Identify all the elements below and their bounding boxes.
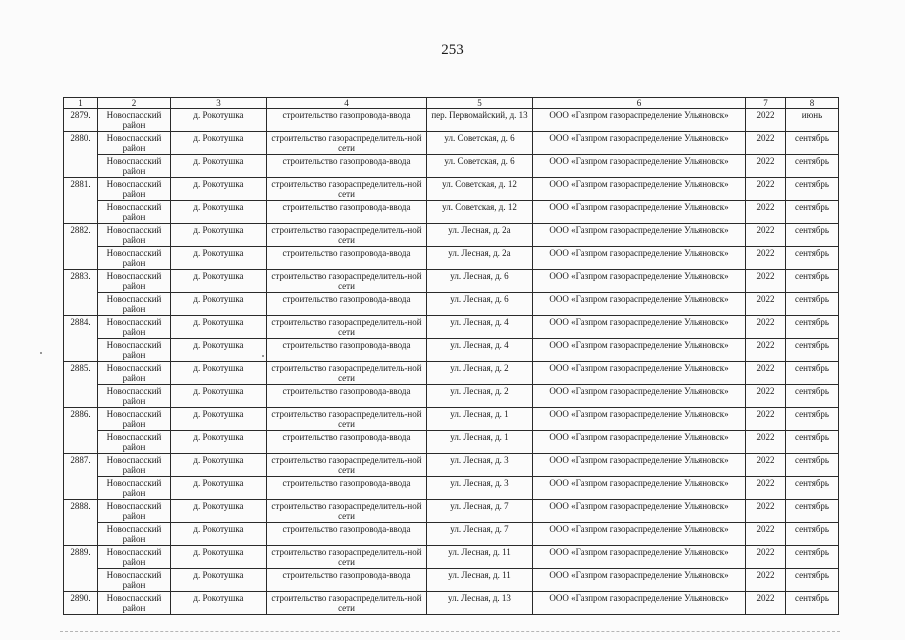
cell-year: 2022 [746, 247, 786, 270]
cell-organization: ООО «Газпром газораспределение Ульяновск» [533, 431, 746, 454]
cell-address: ул. Лесная, д. 13 [427, 592, 533, 615]
cell-year: 2022 [746, 500, 786, 523]
cell-district: Новоспасский район [98, 362, 171, 385]
cell-address: ул. Лесная, д. 2а [427, 247, 533, 270]
cell-year: 2022 [746, 454, 786, 477]
cell-locality: д. Рокотушка [171, 592, 267, 615]
scan-speck [262, 355, 264, 357]
cell-year: 2022 [746, 385, 786, 408]
cell-work-type: строительство газопровода-ввода [267, 385, 427, 408]
cell-item-number: 2883. [64, 270, 98, 316]
column-header: 6 [533, 98, 746, 109]
cell-district: Новоспасский район [98, 293, 171, 316]
cell-item-number: 2886. [64, 408, 98, 454]
page-bottom-rule [60, 631, 840, 632]
cell-district: Новоспасский район [98, 201, 171, 224]
cell-year: 2022 [746, 224, 786, 247]
table-row [64, 592, 839, 615]
cell-work-type: строительство газораспределитель-ной сети [267, 362, 427, 385]
cell-work-type: строительство газораспределитель-ной сети [267, 408, 427, 431]
cell-address: ул. Лесная, д. 2 [427, 362, 533, 385]
cell-item-number: 2887. [64, 454, 98, 500]
cell-month: сентябрь [786, 293, 839, 316]
cell-district: Новоспасский район [98, 385, 171, 408]
table-row [64, 477, 839, 500]
cell-locality: д. Рокотушка [171, 339, 267, 362]
cell-month: сентябрь [786, 316, 839, 339]
cell-work-type: строительство газораспределитель-ной сети [267, 224, 427, 247]
cell-year: 2022 [746, 270, 786, 293]
column-header: 3 [171, 98, 267, 109]
cell-organization: ООО «Газпром газораспределение Ульяновск» [533, 546, 746, 569]
cell-district: Новоспасский район [98, 546, 171, 569]
table-header-row [64, 98, 839, 109]
cell-locality: д. Рокотушка [171, 270, 267, 293]
table-row [64, 500, 839, 523]
cell-district: Новоспасский район [98, 224, 171, 247]
cell-organization: ООО «Газпром газораспределение Ульяновск» [533, 178, 746, 201]
cell-work-type: строительство газопровода-ввода [267, 569, 427, 592]
cell-year: 2022 [746, 132, 786, 155]
cell-address: ул. Лесная, д. 6 [427, 270, 533, 293]
column-header: 1 [64, 98, 98, 109]
cell-year: 2022 [746, 339, 786, 362]
cell-year: 2022 [746, 109, 786, 132]
table-row [64, 339, 839, 362]
cell-month: сентябрь [786, 155, 839, 178]
cell-organization: ООО «Газпром газораспределение Ульяновск» [533, 132, 746, 155]
cell-item-number: 2888. [64, 500, 98, 546]
cell-year: 2022 [746, 569, 786, 592]
cell-locality: д. Рокотушка [171, 385, 267, 408]
cell-locality: д. Рокотушка [171, 132, 267, 155]
cell-district: Новоспасский район [98, 408, 171, 431]
cell-address: ул. Советская, д. 12 [427, 178, 533, 201]
cell-month: сентябрь [786, 431, 839, 454]
cell-address: ул. Лесная, д. 4 [427, 339, 533, 362]
cell-organization: ООО «Газпром газораспределение Ульяновск» [533, 270, 746, 293]
cell-work-type: строительство газораспределитель-ной сети [267, 270, 427, 293]
cell-address: ул. Лесная, д. 2а [427, 224, 533, 247]
table-row [64, 270, 839, 293]
cell-organization: ООО «Газпром газораспределение Ульяновск» [533, 316, 746, 339]
cell-district: Новоспасский район [98, 132, 171, 155]
cell-year: 2022 [746, 546, 786, 569]
cell-month: сентябрь [786, 546, 839, 569]
table-body [64, 109, 839, 615]
cell-organization: ООО «Газпром газораспределение Ульяновск» [533, 477, 746, 500]
table-row [64, 155, 839, 178]
cell-organization: ООО «Газпром газораспределение Ульяновск» [533, 592, 746, 615]
cell-work-type: строительство газопровода-ввода [267, 293, 427, 316]
cell-month: сентябрь [786, 477, 839, 500]
cell-year: 2022 [746, 592, 786, 615]
cell-organization: ООО «Газпром газораспределение Ульяновск» [533, 247, 746, 270]
cell-locality: д. Рокотушка [171, 408, 267, 431]
table-row [64, 224, 839, 247]
cell-organization: ООО «Газпром газораспределение Ульяновск» [533, 408, 746, 431]
column-header: 2 [98, 98, 171, 109]
cell-district: Новоспасский район [98, 477, 171, 500]
cell-address: ул. Лесная, д. 3 [427, 477, 533, 500]
cell-item-number: 2879. [64, 109, 98, 132]
cell-address: ул. Советская, д. 6 [427, 155, 533, 178]
cell-locality: д. Рокотушка [171, 293, 267, 316]
cell-year: 2022 [746, 477, 786, 500]
table-row [64, 454, 839, 477]
cell-month: сентябрь [786, 385, 839, 408]
cell-address: ул. Лесная, д. 11 [427, 546, 533, 569]
cell-organization: ООО «Газпром газораспределение Ульяновск» [533, 362, 746, 385]
cell-work-type: строительство газораспределитель-ной сети [267, 132, 427, 155]
cell-organization: ООО «Газпром газораспределение Ульяновск» [533, 454, 746, 477]
cell-locality: д. Рокотушка [171, 523, 267, 546]
cell-locality: д. Рокотушка [171, 316, 267, 339]
cell-address: ул. Лесная, д. 7 [427, 500, 533, 523]
cell-work-type: строительство газопровода-ввода [267, 155, 427, 178]
table-row [64, 546, 839, 569]
cell-locality: д. Рокотушка [171, 569, 267, 592]
cell-month: сентябрь [786, 132, 839, 155]
cell-year: 2022 [746, 523, 786, 546]
cell-address: ул. Лесная, д. 7 [427, 523, 533, 546]
cell-year: 2022 [746, 362, 786, 385]
cell-month: сентябрь [786, 339, 839, 362]
cell-month: сентябрь [786, 247, 839, 270]
cell-organization: ООО «Газпром газораспределение Ульяновск» [533, 339, 746, 362]
cell-month: июнь [786, 109, 839, 132]
cell-work-type: строительство газораспределитель-ной сети [267, 546, 427, 569]
table-row [64, 569, 839, 592]
cell-month: сентябрь [786, 178, 839, 201]
cell-district: Новоспасский район [98, 339, 171, 362]
column-header: 7 [746, 98, 786, 109]
cell-work-type: строительство газораспределитель-ной сети [267, 178, 427, 201]
scan-speck [40, 352, 42, 354]
cell-district: Новоспасский район [98, 178, 171, 201]
cell-organization: ООО «Газпром газораспределение Ульяновск» [533, 201, 746, 224]
cell-work-type: строительство газопровода-ввода [267, 431, 427, 454]
cell-organization: ООО «Газпром газораспределение Ульяновск» [533, 293, 746, 316]
cell-month: сентябрь [786, 224, 839, 247]
cell-district: Новоспасский район [98, 523, 171, 546]
cell-district: Новоспасский район [98, 270, 171, 293]
cell-address: ул. Лесная, д. 4 [427, 316, 533, 339]
table-row [64, 316, 839, 339]
table-row [64, 431, 839, 454]
cell-address: ул. Лесная, д. 1 [427, 431, 533, 454]
cell-work-type: строительство газораспределитель-ной сети [267, 454, 427, 477]
cell-year: 2022 [746, 201, 786, 224]
cell-locality: д. Рокотушка [171, 362, 267, 385]
cell-year: 2022 [746, 431, 786, 454]
cell-district: Новоспасский район [98, 155, 171, 178]
cell-item-number: 2882. [64, 224, 98, 270]
cell-organization: ООО «Газпром газораспределение Ульяновск» [533, 155, 746, 178]
cell-month: сентябрь [786, 569, 839, 592]
cell-month: сентябрь [786, 362, 839, 385]
column-header: 5 [427, 98, 533, 109]
cell-address: ул. Лесная, д. 2 [427, 385, 533, 408]
cell-item-number: 2884. [64, 316, 98, 362]
cell-district: Новоспасский район [98, 500, 171, 523]
cell-organization: ООО «Газпром газораспределение Ульяновск» [533, 385, 746, 408]
cell-month: сентябрь [786, 592, 839, 615]
page-number: 253 [441, 42, 464, 58]
cell-item-number: 2889. [64, 546, 98, 592]
cell-item-number: 2880. [64, 132, 98, 178]
table-row [64, 362, 839, 385]
cell-address: ул. Лесная, д. 11 [427, 569, 533, 592]
cell-locality: д. Рокотушка [171, 224, 267, 247]
cell-district: Новоспасский район [98, 454, 171, 477]
cell-address: ул. Советская, д. 6 [427, 132, 533, 155]
cell-locality: д. Рокотушка [171, 454, 267, 477]
cell-work-type: строительство газопровода-ввода [267, 109, 427, 132]
table-row [64, 408, 839, 431]
table-row [64, 523, 839, 546]
cell-district: Новоспасский район [98, 431, 171, 454]
cell-year: 2022 [746, 178, 786, 201]
cell-year: 2022 [746, 155, 786, 178]
cell-locality: д. Рокотушка [171, 546, 267, 569]
cell-work-type: строительство газопровода-ввода [267, 247, 427, 270]
cell-locality: д. Рокотушка [171, 155, 267, 178]
cell-locality: д. Рокотушка [171, 201, 267, 224]
cell-locality: д. Рокотушка [171, 247, 267, 270]
gasification-schedule-table [63, 97, 839, 615]
cell-work-type: строительство газопровода-ввода [267, 477, 427, 500]
cell-work-type: строительство газопровода-ввода [267, 201, 427, 224]
cell-address: ул. Советская, д. 12 [427, 201, 533, 224]
cell-work-type: строительство газораспределитель-ной сети [267, 316, 427, 339]
cell-year: 2022 [746, 408, 786, 431]
cell-item-number: 2881. [64, 178, 98, 224]
cell-work-type: строительство газопровода-ввода [267, 523, 427, 546]
cell-district: Новоспасский район [98, 247, 171, 270]
table-row [64, 201, 839, 224]
cell-work-type: строительство газопровода-ввода [267, 339, 427, 362]
cell-month: сентябрь [786, 454, 839, 477]
cell-organization: ООО «Газпром газораспределение Ульяновск» [533, 224, 746, 247]
cell-address: пер. Первомайский, д. 13 [427, 109, 533, 132]
column-header: 4 [267, 98, 427, 109]
cell-locality: д. Рокотушка [171, 477, 267, 500]
cell-month: сентябрь [786, 500, 839, 523]
cell-month: сентябрь [786, 201, 839, 224]
cell-item-number: 2890. [64, 592, 98, 615]
table-row [64, 247, 839, 270]
cell-locality: д. Рокотушка [171, 178, 267, 201]
cell-district: Новоспасский район [98, 569, 171, 592]
cell-month: сентябрь [786, 523, 839, 546]
cell-item-number: 2885. [64, 362, 98, 408]
cell-year: 2022 [746, 316, 786, 339]
cell-locality: д. Рокотушка [171, 431, 267, 454]
cell-organization: ООО «Газпром газораспределение Ульяновск» [533, 523, 746, 546]
cell-month: сентябрь [786, 270, 839, 293]
table-row [64, 178, 839, 201]
cell-address: ул. Лесная, д. 3 [427, 454, 533, 477]
cell-work-type: строительство газораспределитель-ной сети [267, 592, 427, 615]
cell-organization: ООО «Газпром газораспределение Ульяновск» [533, 500, 746, 523]
cell-locality: д. Рокотушка [171, 109, 267, 132]
column-header: 8 [786, 98, 839, 109]
table-row [64, 385, 839, 408]
table-row [64, 109, 839, 132]
cell-organization: ООО «Газпром газораспределение Ульяновск» [533, 109, 746, 132]
cell-district: Новоспасский район [98, 109, 171, 132]
cell-work-type: строительство газораспределитель-ной сети [267, 500, 427, 523]
cell-address: ул. Лесная, д. 1 [427, 408, 533, 431]
cell-address: ул. Лесная, д. 6 [427, 293, 533, 316]
table-row [64, 293, 839, 316]
table-row [64, 132, 839, 155]
cell-year: 2022 [746, 293, 786, 316]
cell-month: сентябрь [786, 408, 839, 431]
cell-district: Новоспасский район [98, 592, 171, 615]
cell-locality: д. Рокотушка [171, 500, 267, 523]
cell-district: Новоспасский район [98, 316, 171, 339]
cell-organization: ООО «Газпром газораспределение Ульяновск» [533, 569, 746, 592]
